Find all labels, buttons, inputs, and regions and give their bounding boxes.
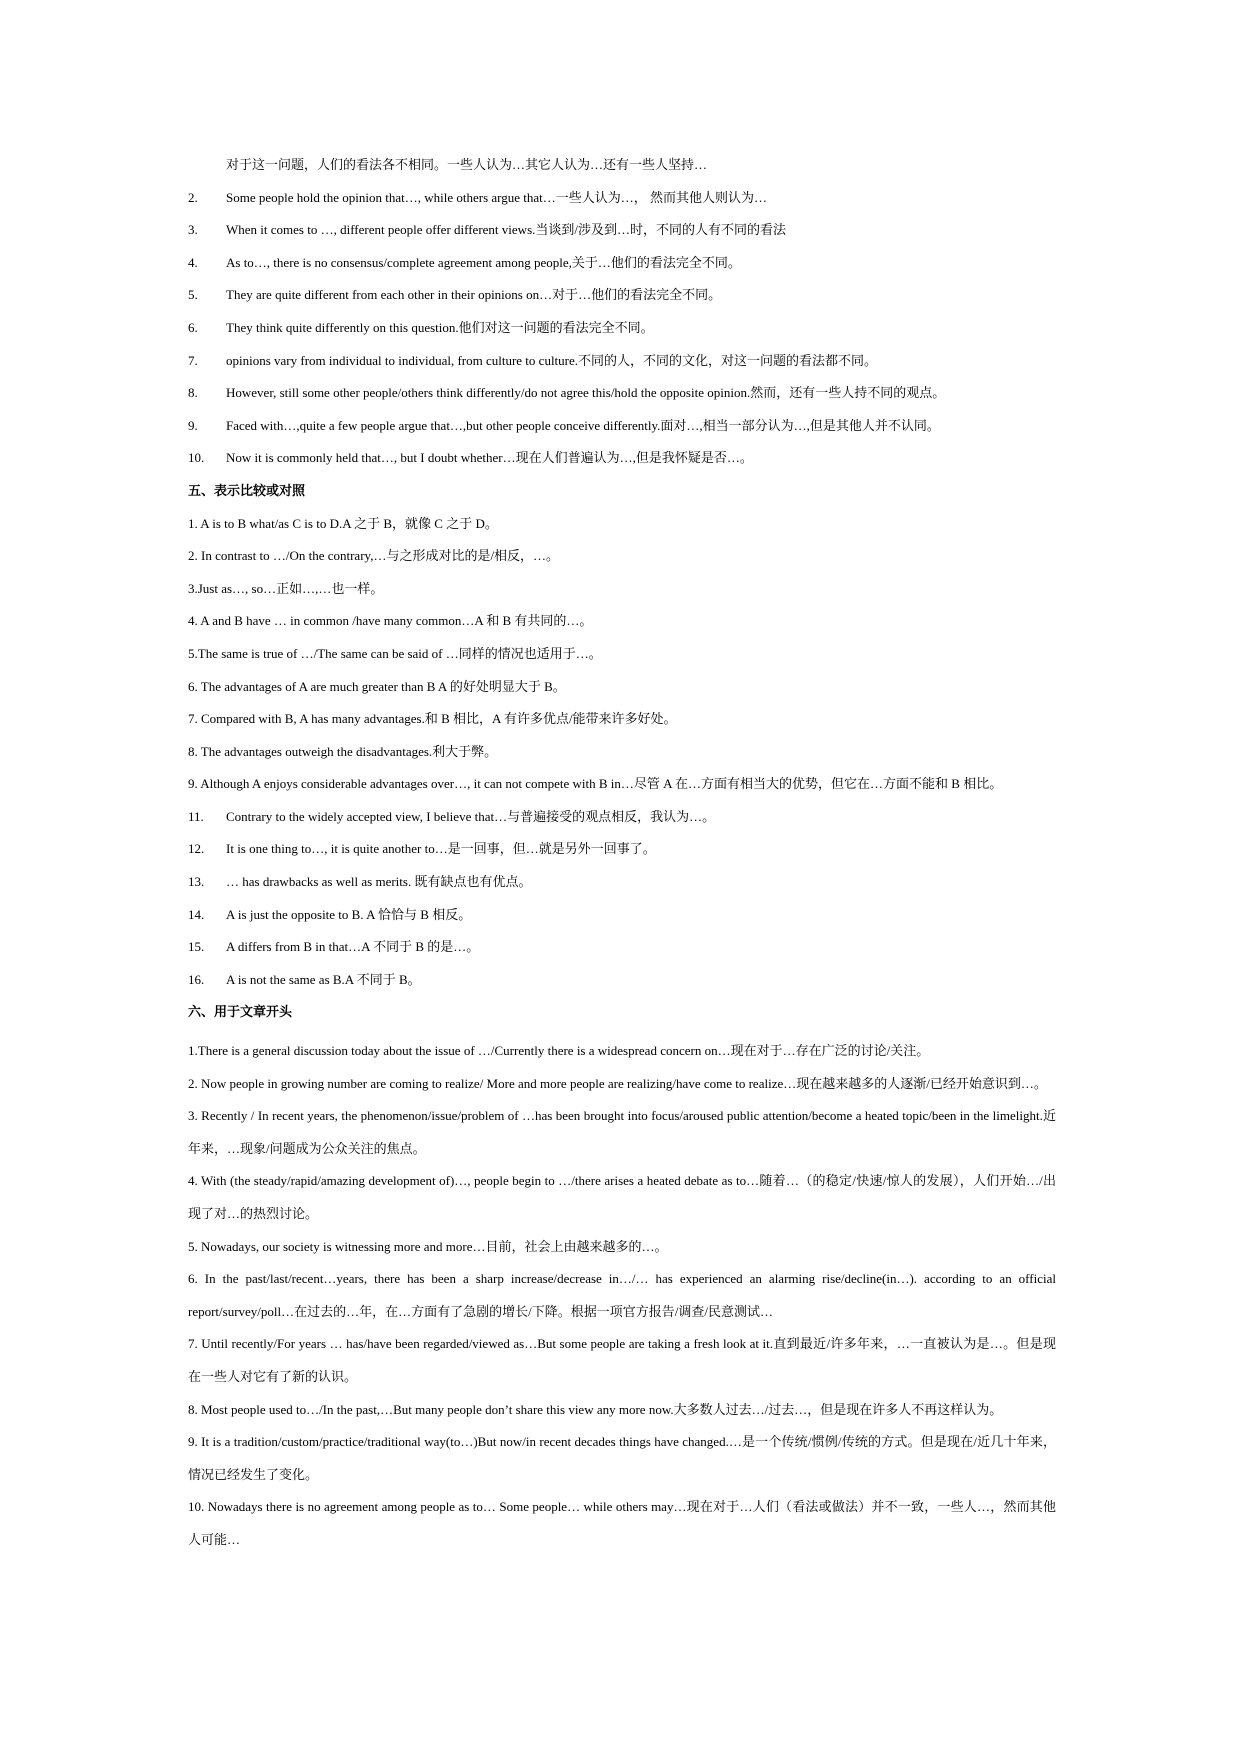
paragraph: 10. Nowadays there is no agreement among people as to… Some people… while others may…现在对于…人们（看法或做法）并不一致，一些人…，然而其他人可能… — [188, 1499, 1056, 1547]
list-item-number: 9. — [188, 417, 198, 433]
paragraph: 8. Most people used to…/In the past,…But many people don’t share this view any more now.大多数人过去…/过去…，但是现在许多人不再这样认为。 — [188, 1401, 1003, 1417]
list-item: 1. A is to B what/as C is to D.A 之于 B，就像 C 之于 D。 — [188, 515, 498, 531]
list-item — [188, 839, 1056, 872]
list-item: 5.The same is true of …/The same can be said of …同样的情况也适用于…。 — [188, 645, 602, 661]
list-item-number: 4. — [188, 254, 198, 270]
list-item-number: 5. — [188, 287, 198, 303]
list-item: 8. The advantages outweigh the disadvantages.利大于弊。 — [188, 743, 498, 759]
list-item — [188, 351, 1056, 384]
list-item-number: 13. — [188, 874, 205, 890]
list-item: 2. In contrast to …/On the contrary,…与之形成对比的是/相反，…。 — [188, 548, 560, 564]
list-item-number: 7. — [188, 352, 198, 368]
list-item-number: 2. — [188, 189, 198, 205]
list-item-text: It is one thing to…, it is quite another to…是一回事，但…就是另外一回事了。 — [226, 841, 656, 857]
list-item — [188, 188, 1056, 221]
list-item-text: Contrary to the widely accepted view, I believe that…与普遍接受的观点相反，我认为…。 — [226, 808, 716, 824]
list-item-number: 10. — [188, 450, 205, 466]
list-item-number: 6. — [188, 319, 198, 335]
paragraph: 2. Now people in growing number are coming to realize/ More and more people are realizing/have come to realize…现在越来越多的人逐渐/已经开始意识到…。 — [188, 1075, 1047, 1091]
paragraph: 6. In the past/last/recent…years, there has been a sharp increase/decrease in…/… has experienced an alarming rise/decline(in…). according to an official report/survey/poll…在过去的…年，在…方面有了急剧的增长/下降。根据一项官方报告/调查/民意测试… — [188, 1271, 1056, 1319]
list-item-text: However, still some other people/others think differently/do not agree this/hold the opposite opinion.然而，还有一些人持不同的观点。 — [226, 385, 946, 401]
list-item-text: They are quite different from each other in their opinions on…对于…他们的看法完全不同。 — [226, 287, 722, 303]
list-item — [188, 383, 1056, 416]
section5-numbered-list — [188, 807, 1056, 1003]
paragraph: 7. Until recently/For years … has/have been regarded/viewed as…But some people are taking a fresh look at it.直到最近/许多年来，…一直被认为是…。但是现在一些人对它有了新的认识。 — [188, 1336, 1056, 1384]
section6-heading: 六、用于文章开头 — [188, 1004, 293, 1020]
list-item — [188, 318, 1056, 351]
section5-heading: 五、表示比较或对照 — [188, 482, 306, 498]
list-item — [188, 285, 1056, 318]
list-item — [188, 416, 1056, 449]
list-item — [188, 807, 1056, 840]
list-item — [188, 872, 1056, 905]
list-item-number: 12. — [188, 841, 205, 857]
list-item-text: As to…, there is no consensus/complete agreement among people,关于…他们的看法完全不同。 — [226, 254, 741, 270]
section5-plain-list — [188, 514, 1056, 807]
list-item-text: A is just the opposite to B. A 恰恰与 B 相反。 — [226, 906, 472, 922]
list-item — [188, 905, 1056, 938]
paragraph: 4. With (the steady/rapid/amazing development of)…, people begin to …/there arises a heated debate as to…随着…（的稳定/快速/惊人的发展），人们开始…/出现了对…的热烈讨论。 — [188, 1173, 1056, 1221]
list-item — [188, 970, 1056, 1003]
document-page — [188, 155, 1056, 1557]
section6-paragraphs — [188, 1035, 1056, 1557]
list-item-number: 3. — [188, 222, 198, 238]
list-item-text: … has drawbacks as well as merits. 既有缺点也有优点。 — [226, 874, 532, 890]
list-item-number: 11. — [188, 808, 204, 824]
list-item-text: opinions vary from individual to individual, from culture to culture.不同的人，不同的文化，对这一问题的看法都不同。 — [226, 352, 878, 368]
list-item-text: A is not the same as B.A 不同于 B。 — [226, 971, 421, 987]
list-item-number: 16. — [188, 971, 205, 987]
list-item-text: Faced with…,quite a few people argue that…,but other people conceive differently.面对…,相当一部分认为…,但是其他人并不认同。 — [226, 417, 940, 433]
section4-intro-line: 对于这一问题，人们的看法各不相同。一些人认为…其它人认为…还有一些人坚持… — [226, 157, 708, 172]
list-item-number: 14. — [188, 906, 205, 922]
list-item-text: They think quite differently on this question.他们对这一问题的看法完全不同。 — [226, 319, 654, 335]
list-item-number: 8. — [188, 385, 198, 401]
list-item-text: A differs from B in that…A 不同于 B 的是…。 — [226, 939, 480, 955]
list-item-text: Now it is commonly held that…, but I doubt whether…现在人们普遍认为…,但是我怀疑是否…。 — [226, 450, 753, 466]
list-item: 6. The advantages of A are much greater than B A 的好处明显大于 B。 — [188, 678, 566, 694]
list-item: 4. A and B have … in common /have many common…A 和 B 有共同的…。 — [188, 613, 593, 629]
list-item — [188, 220, 1056, 253]
list-item — [188, 937, 1056, 970]
list-item-number: 15. — [188, 939, 205, 955]
list-item: 9. Although A enjoys considerable advantages over…, it can not compete with B in…尽管 A 在…方面有相当大的优势，但它在…方面不能和 B 相比。 — [188, 776, 1003, 792]
paragraph: 1.There is a general discussion today about the issue of …/Currently there is a widespread concern on…现在对于…存在广泛的讨论/关注。 — [188, 1043, 930, 1059]
list-item — [188, 448, 1056, 481]
paragraph: 9. It is a tradition/custom/practice/traditional way(to…)But now/in recent decades things have changed.…是一个传统/惯例/传统的方式。但是现在/近几十年来，情况已经发生了变化。 — [188, 1434, 1056, 1482]
paragraph: 3. Recently / In recent years, the phenomenon/issue/problem of …has been brought into focus/aroused public attention/become a heated topic/been in the limelight.近年来，…现象/问题成为公众关注的焦点。 — [188, 1108, 1056, 1156]
list-item: 7. Compared with B, A has many advantages.和 B 相比，A 有许多优点/能带来许多好处。 — [188, 711, 677, 727]
list-item-text: When it comes to …, different people offer different views.当谈到/涉及到…时，不同的人有不同的看法 — [226, 222, 786, 238]
paragraph: 5. Nowadays, our society is witnessing more and more…目前，社会上由越来越多的…。 — [188, 1238, 668, 1254]
section4-list — [188, 188, 1056, 481]
list-item: 3.Just as…, so…正如…,…也一样。 — [188, 580, 384, 596]
list-item-text: Some people hold the opinion that…, while others argue that…一些人认为…， 然而其他人则认为… — [226, 189, 768, 205]
list-item — [188, 253, 1056, 286]
